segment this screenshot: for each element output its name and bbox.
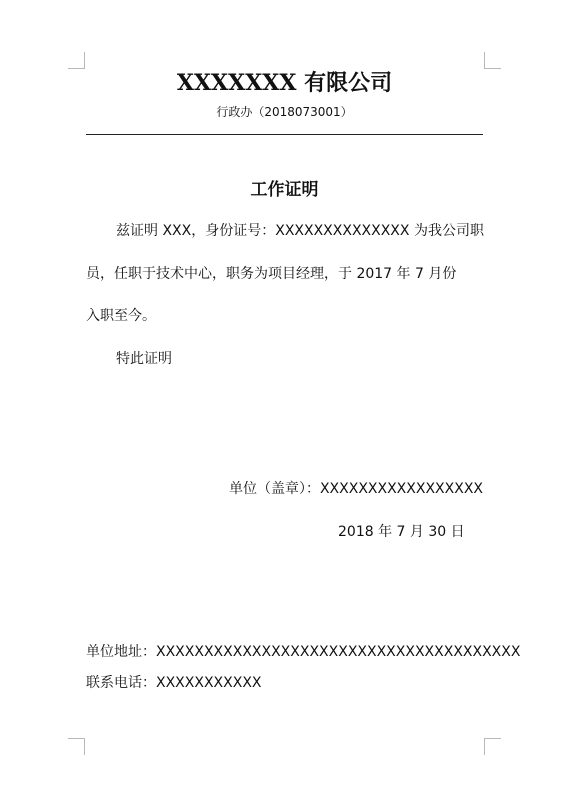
header-divider — [86, 134, 483, 135]
department-line: 行政办（2018073001） — [216, 105, 353, 119]
phone-line: 联系电话：XXXXXXXXXXX — [86, 675, 262, 691]
body-line-1: 兹证明 XXX，身份证号：XXXXXXXXXXXXXX 为我公司职 — [116, 223, 484, 239]
crop-mark-bottom-left — [68, 738, 85, 755]
document-title: 工作证明 — [250, 180, 319, 200]
date-line: 2018 年 7 月 30 日 — [338, 524, 465, 540]
crop-mark-bottom-right — [484, 738, 501, 755]
address-line: 单位地址：XXXXXXXXXXXXXXXXXXXXXXXXXXXXXXXXXXXXXX — [86, 644, 521, 660]
company-name: XXXXXXX 有限公司 — [176, 70, 393, 96]
body-line-3: 入职至今。 — [86, 308, 156, 324]
closing-statement: 特此证明 — [116, 351, 172, 367]
body-line-2: 员，任职于技术中心，职务为项目经理，于 2017 年 7 月份 — [86, 266, 457, 282]
seal-line: 单位（盖章）：XXXXXXXXXXXXXXXXX — [228, 481, 483, 497]
